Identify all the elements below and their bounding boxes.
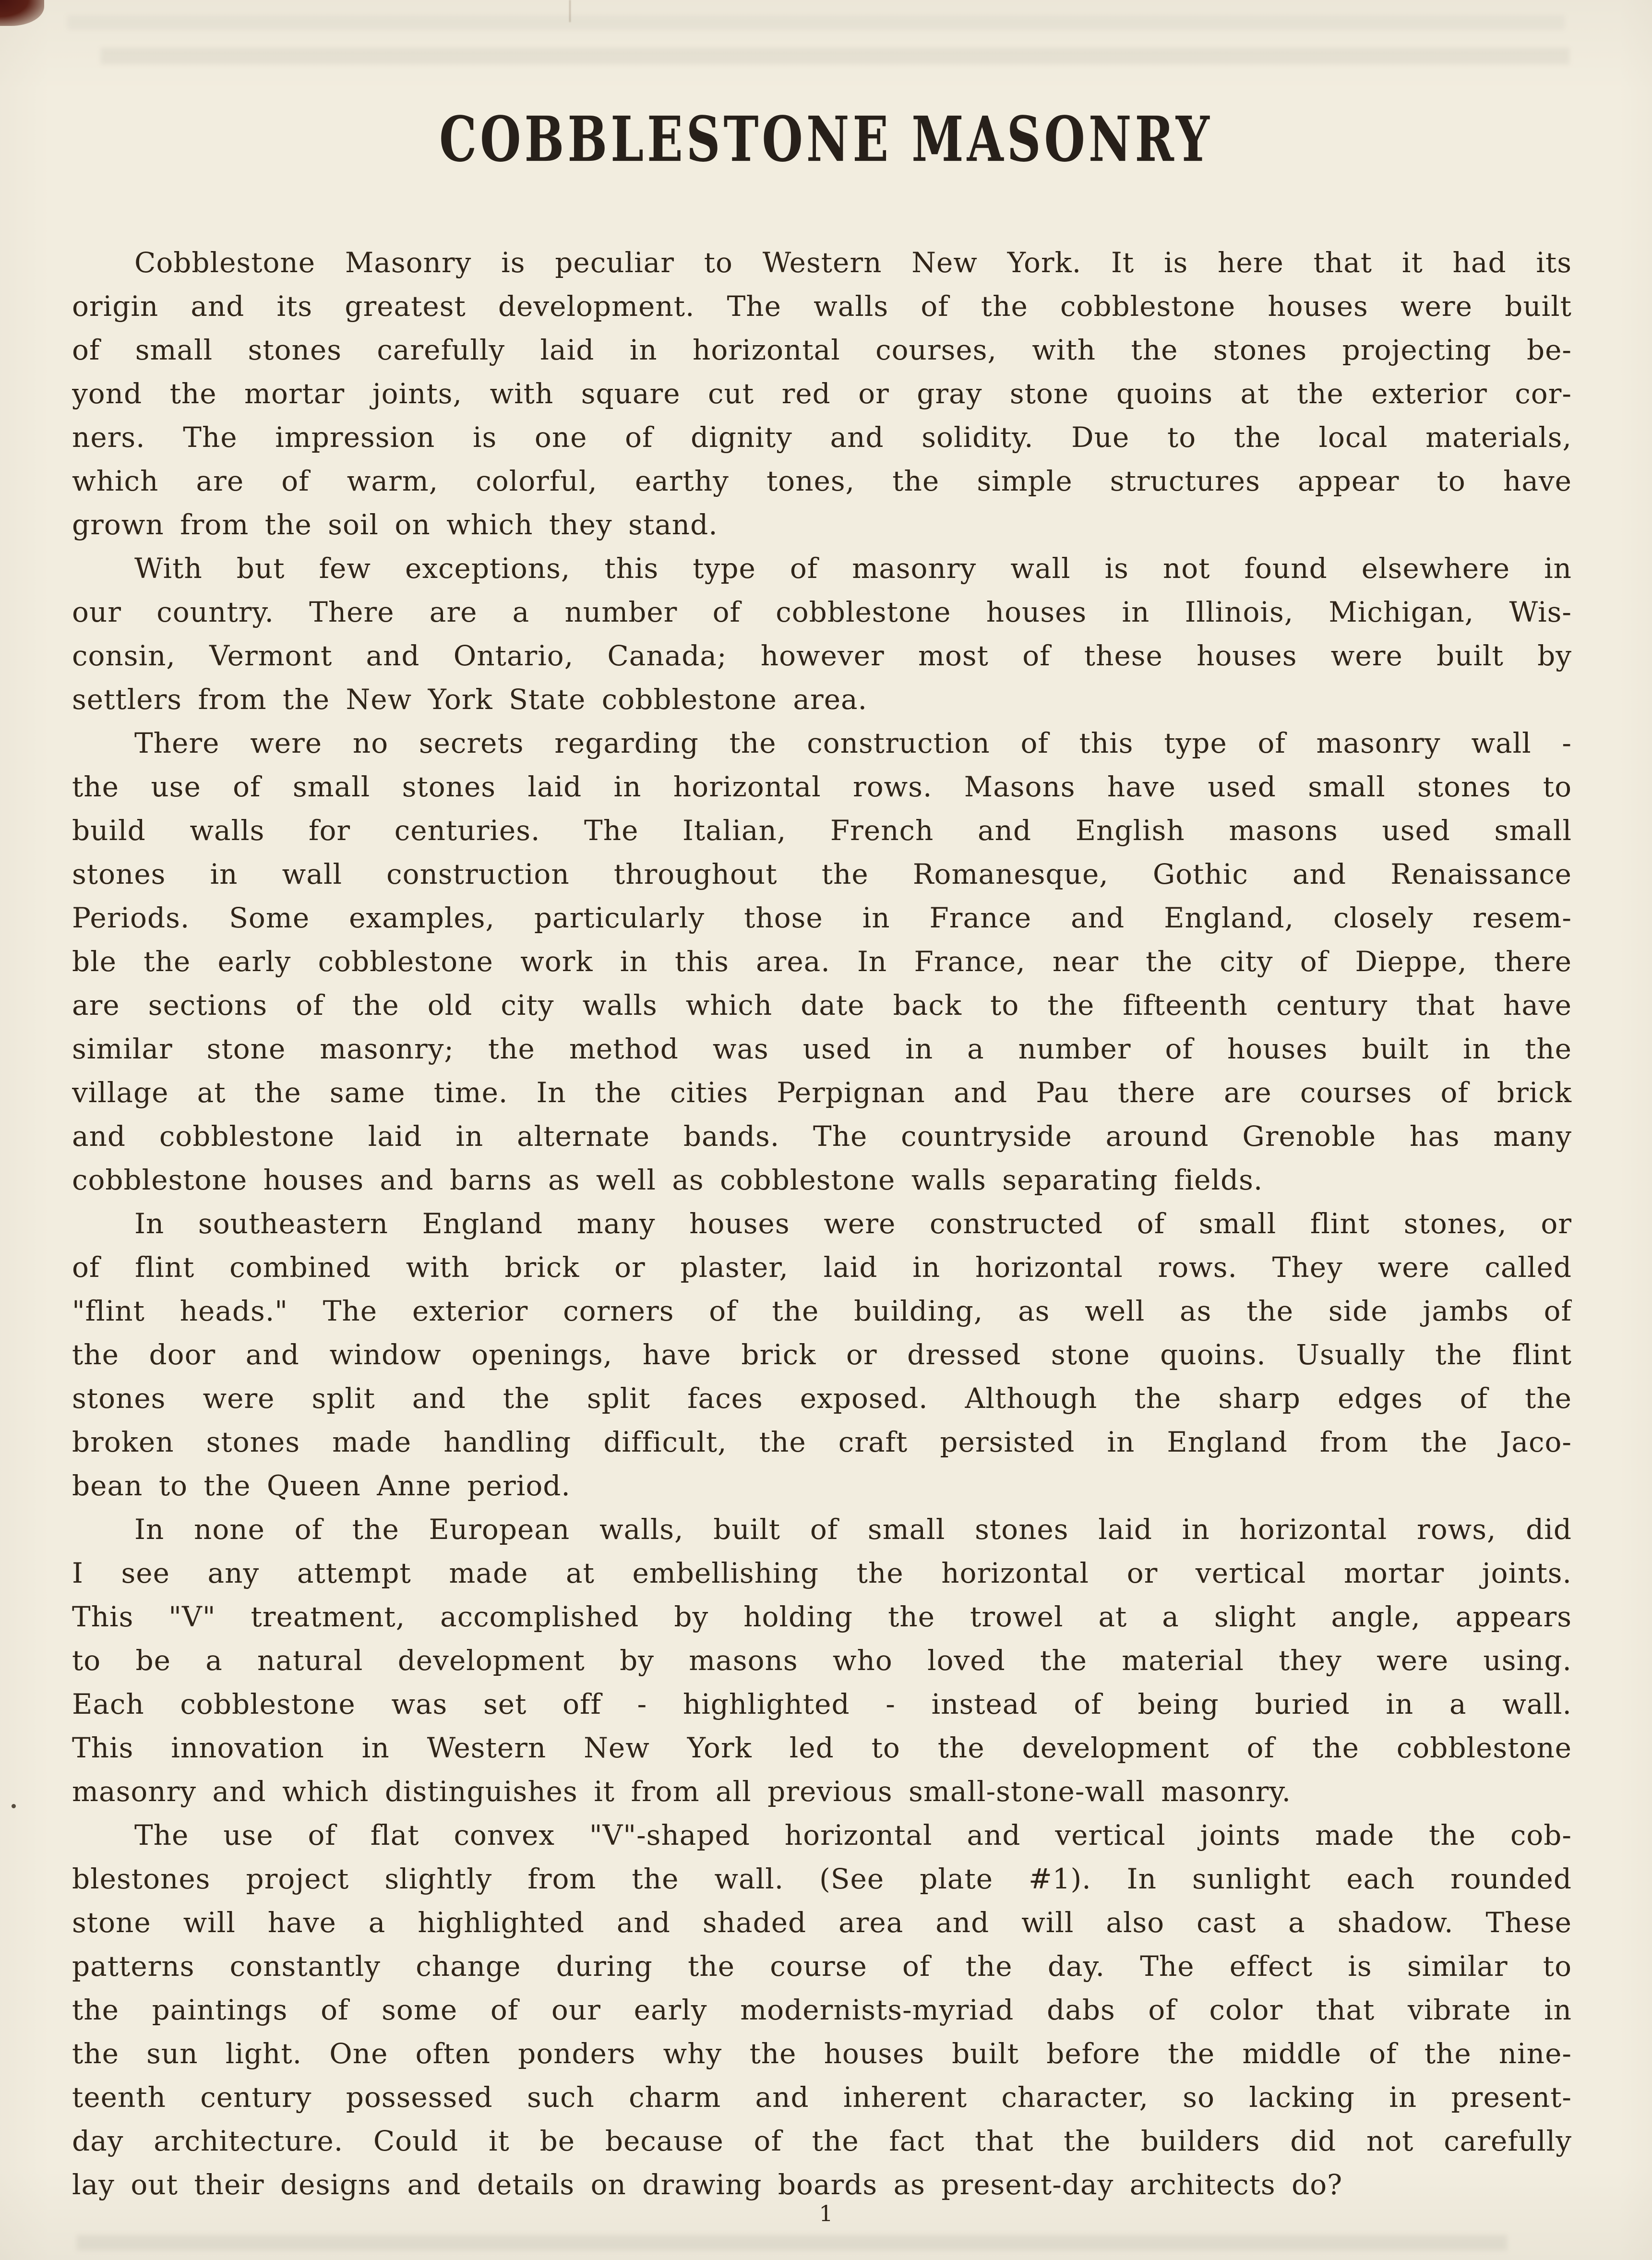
text-line: The use of flat convex "V"-shaped horizontal and vertical joints made the cob- bbox=[134, 1819, 1572, 1851]
text-line: blestones project slightly from the wall. (See plate #1). In sunlight each rounded bbox=[72, 1863, 1572, 1895]
paragraph bbox=[72, 547, 1572, 721]
text-line: lay out their designs and details on drawing boards as present-day architects do? bbox=[72, 2168, 1343, 2201]
text-line: yond the mortar joints, with square cut red or gray stone quoins at the exterior cor- bbox=[72, 377, 1572, 410]
text-line: Each cobblestone was set off - highlighted - instead of being buried in a wall. bbox=[72, 1688, 1572, 1720]
paragraph bbox=[72, 1508, 1572, 1814]
text-line: origin and its greatest development. The walls of the cobblestone houses were built bbox=[72, 290, 1572, 323]
text-line: are sections of the old city walls which date back to the fifteenth century that have bbox=[72, 989, 1572, 1022]
page-number: 1 bbox=[819, 2200, 833, 2226]
text-line: Cobblestone Masonry is peculiar to Western New York. It is here that it had its bbox=[134, 246, 1572, 279]
text-line: the paintings of some of our early modernists-myriad dabs of color that vibrate in bbox=[72, 1994, 1572, 2026]
text-line: of flint combined with brick or plaster, laid in horizontal rows. They were called bbox=[72, 1251, 1572, 1284]
text-line: and cobblestone laid in alternate bands. The countryside around Grenoble has many bbox=[72, 1120, 1572, 1153]
scan-ghost-artifact bbox=[101, 48, 1569, 64]
text-line: which are of warm, colorful, earthy tones, the simple structures appear to have bbox=[72, 465, 1572, 497]
text-line: ble the early cobblestone work in this area. In France, near the city of Dieppe, there bbox=[72, 945, 1572, 978]
text-line: bean to the Queen Anne period. bbox=[72, 1469, 571, 1502]
page-title-text: COBBLESTONE MASONRY bbox=[439, 103, 1213, 176]
text-line: stone will have a highlighted and shaded area and will also cast a shadow. These bbox=[72, 1906, 1572, 1939]
text-line: settlers from the New York State cobblestone area. bbox=[72, 683, 868, 716]
text-line: ners. The impression is one of dignity and solidity. Due to the local materials, bbox=[72, 421, 1572, 454]
text-line: village at the same time. In the cities Perpignan and Pau there are courses of brick bbox=[72, 1076, 1572, 1109]
page-title bbox=[0, 103, 1652, 176]
text-line: I see any attempt made at embellishing the horizontal or vertical mortar joints. bbox=[72, 1557, 1572, 1589]
text-line: day architecture. Could it be because of the fact that the builders did not carefully bbox=[72, 2125, 1572, 2157]
text-line: Periods. Some examples, particularly those in France and England, closely resem- bbox=[72, 902, 1572, 934]
paragraph bbox=[72, 241, 1572, 547]
text-line: grown from the soil on which they stand. bbox=[72, 508, 718, 541]
scan-crease-artifact bbox=[569, 0, 571, 22]
text-line: In none of the European walls, built of small stones laid in horizontal rows, did bbox=[134, 1513, 1572, 1546]
text-line: broken stones made handling difficult, the craft persisted in England from the Jaco- bbox=[72, 1426, 1572, 1458]
text-line: the sun light. One often ponders why the houses built before the middle of the nine- bbox=[72, 2037, 1572, 2070]
body-text bbox=[72, 241, 1572, 2207]
text-line: This innovation in Western New York led to the development of the cobblestone bbox=[72, 1731, 1572, 1764]
paragraph bbox=[72, 721, 1572, 1202]
text-line: build walls for centuries. The Italian, French and English masons used small bbox=[72, 814, 1572, 847]
scan-speck-artifact bbox=[12, 1804, 16, 1808]
text-line: "flint heads." The exterior corners of the building, as well as the side jambs of bbox=[72, 1295, 1572, 1327]
text-line: similar stone masonry; the method was used in a number of houses built in the bbox=[72, 1033, 1572, 1065]
scan-ghost-artifact bbox=[67, 15, 1565, 30]
text-line: teenth century possessed such charm and inherent character, so lacking in present- bbox=[72, 2081, 1572, 2114]
text-line: masonry and which distinguishes it from all previous small-stone-wall masonry. bbox=[72, 1775, 1292, 1808]
text-line: to be a natural development by masons who loved the material they were using. bbox=[72, 1644, 1572, 1677]
text-line: the door and window openings, have brick or dressed stone quoins. Usually the flint bbox=[72, 1338, 1572, 1371]
text-line: stones were split and the split faces exposed. Although the sharp edges of the bbox=[72, 1382, 1572, 1415]
scan-corner-artifact bbox=[0, 0, 44, 26]
text-line: cobblestone houses and barns as well as cobblestone walls separating fields. bbox=[72, 1164, 1263, 1196]
scan-ghost-artifact bbox=[77, 2235, 1507, 2250]
text-line: consin, Vermont and Ontario, Canada; however most of these houses were built by bbox=[72, 639, 1572, 672]
text-line: With but few exceptions, this type of masonry wall is not found elsewhere in bbox=[134, 552, 1572, 585]
text-line: stones in wall construction throughout the Romanesque, Gothic and Renaissance bbox=[72, 858, 1572, 890]
text-line: of small stones carefully laid in horizontal courses, with the stones projecting be- bbox=[72, 334, 1572, 366]
text-line: the use of small stones laid in horizontal rows. Masons have used small stones to bbox=[72, 770, 1572, 803]
text-line: This "V" treatment, accomplished by holding the trowel at a slight angle, appears bbox=[72, 1600, 1572, 1633]
text-line: In southeastern England many houses were constructed of small flint stones, or bbox=[134, 1207, 1572, 1240]
text-line: patterns constantly change during the course of the day. The effect is similar to bbox=[72, 1950, 1572, 1983]
text-line: There were no secrets regarding the construction of this type of masonry wall - bbox=[134, 727, 1572, 759]
text-line: our country. There are a number of cobblestone houses in Illinois, Michigan, Wis- bbox=[72, 596, 1572, 628]
paragraph bbox=[72, 1814, 1572, 2207]
paragraph bbox=[72, 1202, 1572, 1508]
